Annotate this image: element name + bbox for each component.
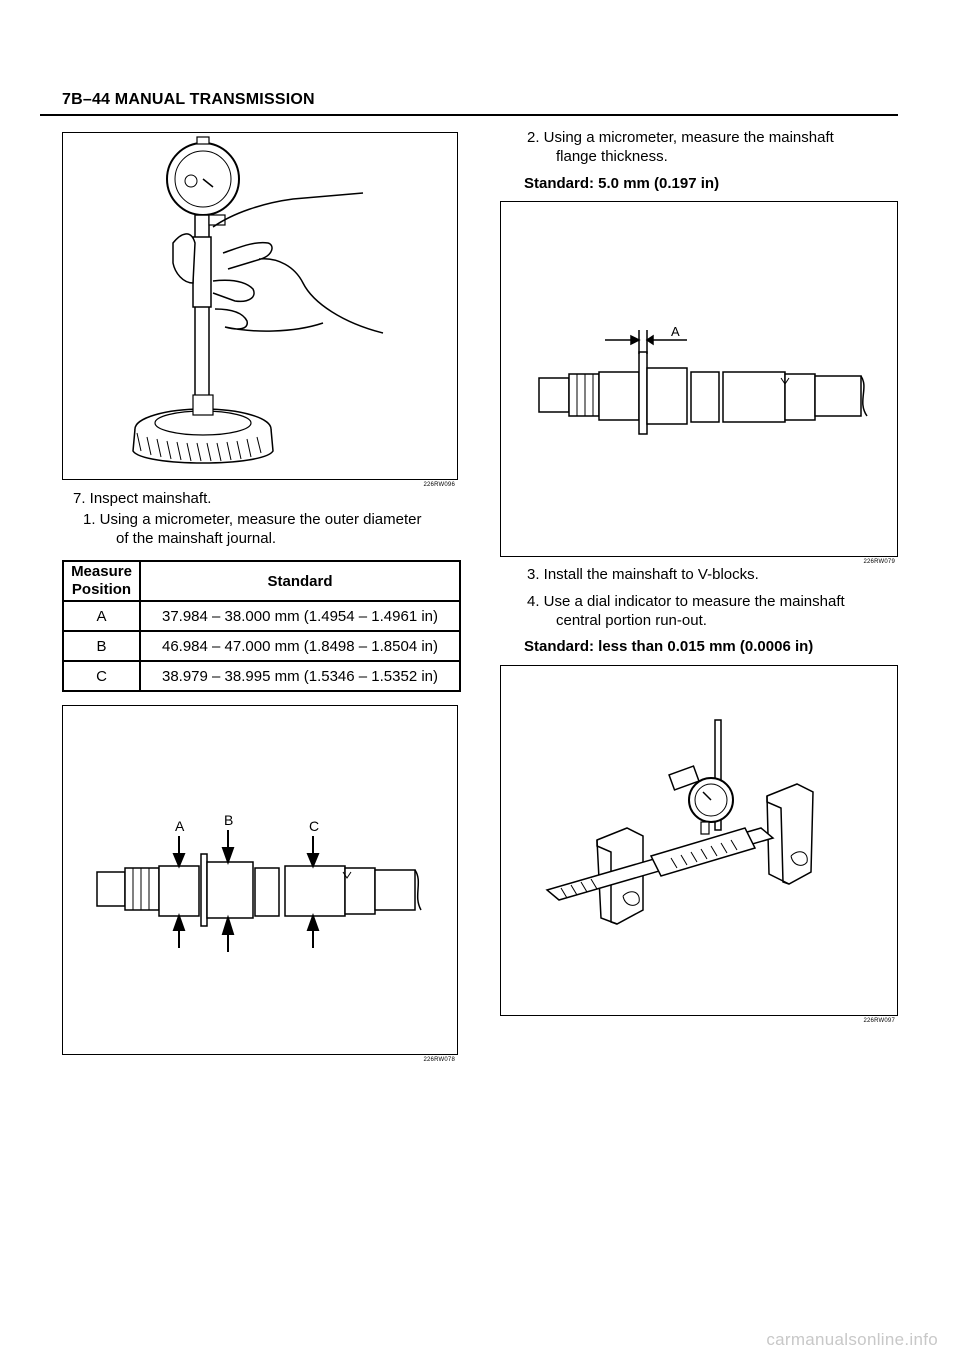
step-4-line1: 4. Use a dial indicator to measure the mainshaft bbox=[527, 593, 845, 610]
cell-standard: 37.984 – 38.000 mm (1.4954 – 1.4961 in) bbox=[140, 601, 460, 631]
cell-position: B bbox=[63, 631, 140, 661]
label-a: A bbox=[671, 324, 680, 339]
table-row bbox=[63, 661, 460, 691]
mainshaft-abc-illustration bbox=[63, 706, 457, 1054]
table-row bbox=[63, 601, 460, 631]
figure-bore-gauge bbox=[62, 132, 458, 488]
figure-runout bbox=[500, 665, 898, 1024]
figure-id: 226RW078 bbox=[423, 1057, 455, 1063]
standard-flange: Standard: 5.0 mm (0.197 in) bbox=[524, 175, 720, 192]
col-header-position bbox=[63, 561, 140, 601]
figure-flange-thickness bbox=[500, 201, 898, 565]
figure-id: 226RW096 bbox=[423, 482, 455, 488]
step-3-text: 3. Install the mainshaft to V-blocks. bbox=[527, 566, 759, 583]
label-c: C bbox=[309, 818, 320, 834]
watermark: carmanualsonline.info bbox=[766, 1330, 938, 1349]
table-header-row bbox=[63, 561, 460, 601]
runout-illustration bbox=[501, 666, 897, 1015]
step-7-text: 7. Inspect mainshaft. bbox=[73, 490, 212, 507]
figure-id: 226RW097 bbox=[863, 1018, 895, 1024]
cell-position: A bbox=[63, 601, 140, 631]
flange-thickness-illustration bbox=[501, 202, 897, 556]
label-a: A bbox=[175, 818, 185, 834]
page-header: 7B–44 MANUAL TRANSMISSION bbox=[62, 91, 315, 108]
step-7-1-line1: 1. Using a micrometer, measure the outer diameter bbox=[83, 511, 422, 528]
step-7-1-line2: of the mainshaft journal. bbox=[116, 530, 277, 547]
bore-gauge-illustration bbox=[63, 133, 457, 479]
header-rule bbox=[40, 114, 898, 116]
figure-mainshaft-abc bbox=[62, 705, 458, 1063]
cell-position: C bbox=[63, 661, 140, 691]
step-4-line2: central portion run-out. bbox=[556, 612, 707, 629]
cell-standard: 38.979 – 38.995 mm (1.5346 – 1.5352 in) bbox=[140, 661, 460, 691]
col-header-position-line2: Position bbox=[71, 581, 132, 598]
step-2-line1: 2. Using a micrometer, measure the mainshaft bbox=[527, 129, 834, 146]
cell-standard: 46.984 – 47.000 mm (1.8498 – 1.8504 in) bbox=[140, 631, 460, 661]
step-2-line2: flange thickness. bbox=[556, 148, 668, 165]
table-row bbox=[63, 631, 460, 661]
col-header-position-line1: Measure bbox=[71, 563, 132, 580]
col-header-standard: Standard bbox=[140, 561, 460, 601]
figure-id: 226RW079 bbox=[863, 559, 895, 565]
spec-table bbox=[62, 560, 461, 692]
label-b: B bbox=[224, 812, 234, 828]
standard-runout: Standard: less than 0.015 mm (0.0006 in) bbox=[524, 638, 814, 655]
